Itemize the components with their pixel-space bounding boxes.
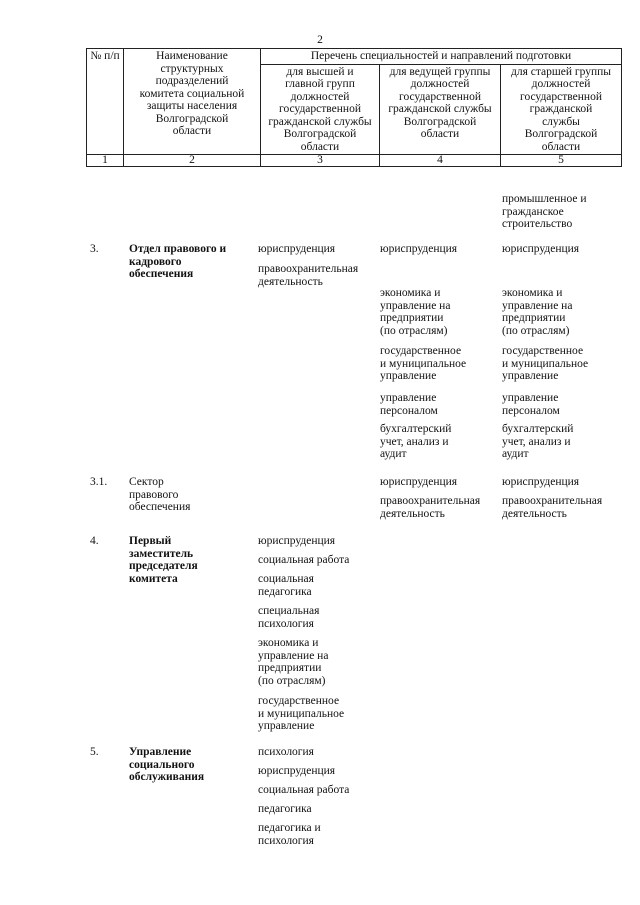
header-num-4: 4 [380, 155, 501, 167]
section-3-1-number: 3.1. [90, 476, 108, 488]
section-3-number: 3. [90, 243, 99, 255]
section-5-specialty-high: педагогика [258, 803, 312, 815]
section-5-specialty-high: юриспруденция [258, 765, 336, 777]
section-3-1-name: Сектор правового обеспечения [129, 476, 191, 513]
section-5-specialty-high: психология [258, 746, 314, 758]
header-col-num: № п/п [87, 49, 124, 155]
page-number: 2 [317, 34, 323, 46]
section-4-specialty-high: социальная педагогика [258, 573, 314, 598]
header-num-3: 3 [261, 155, 380, 167]
section-4-specialty-high: юриспруденция [258, 535, 336, 547]
section-3-specialty-lead: государственное и муниципальное управление [380, 345, 467, 382]
header-group-title: Перечень специальностей и направлений подготовки [261, 49, 622, 65]
section-5-number: 5. [90, 746, 99, 758]
section-3-name: Отдел правового и кадрового обеспечения [129, 243, 227, 280]
section-4-specialty-high: государственное и муниципальное управление [258, 695, 345, 732]
section-4-specialty-high: социальная работа [258, 554, 350, 566]
header-table [86, 48, 622, 167]
header-col-senior: для старшей группы должностей государственной гражданской службы Волгоградской области [501, 64, 622, 155]
section-5-specialty-high: социальная работа [258, 784, 350, 796]
header-col-name: Наименование структурных подразделений комитета социальной защиты населения Волгоградской области [124, 49, 261, 155]
section-3-specialty-senior: управление персоналом [502, 392, 560, 417]
section-4-specialty-high: экономика и управление на предприятии (по отраслям) [258, 637, 329, 687]
section-3-1-specialty-senior: правоохранительная деятельность [502, 495, 603, 520]
section-3-specialty-high: правоохранительная деятельность [258, 263, 359, 288]
section-4-name: Первый заместитель председателя комитета [129, 535, 198, 585]
header-num-1: 1 [87, 155, 124, 167]
section-3-1-specialty-lead: правоохранительная деятельность [380, 495, 481, 520]
carryover-specialty: промышленное и гражданское строительство [502, 193, 587, 230]
section-4-specialty-high: специальная психология [258, 605, 320, 630]
section-4-number: 4. [90, 535, 99, 547]
section-3-specialty-lead: управление персоналом [380, 392, 438, 417]
section-3-specialty-high: юриспруденция [258, 243, 336, 255]
header-col-lead: для ведущей группы должностей государственной гражданской службы Волгоградской области [380, 64, 501, 155]
section-3-1-specialty-senior: юриспруденция [502, 476, 580, 488]
section-5-name: Управление социального обслуживания [129, 746, 205, 783]
header-num-5: 5 [501, 155, 622, 167]
header-num-2: 2 [124, 155, 261, 167]
section-3-specialty-lead: экономика и управление на предприятии (по отраслям) [380, 287, 451, 337]
section-5-specialty-high: педагогика и психология [258, 822, 321, 847]
section-3-specialty-senior: государственное и муниципальное управление [502, 345, 589, 382]
section-3-specialty-senior: бухгалтерский учет, анализ и аудит [502, 423, 574, 460]
section-3-specialty-lead: бухгалтерский учет, анализ и аудит [380, 423, 452, 460]
section-3-specialty-senior: экономика и управление на предприятии (по отраслям) [502, 287, 573, 337]
section-3-specialty-senior: юриспруденция [502, 243, 580, 255]
header-col-high: для высшей и главной групп должностей государственной гражданской службы Волгоградской области [261, 64, 380, 155]
section-3-specialty-lead: юриспруденция [380, 243, 458, 255]
section-3-1-specialty-lead: юриспруденция [380, 476, 458, 488]
